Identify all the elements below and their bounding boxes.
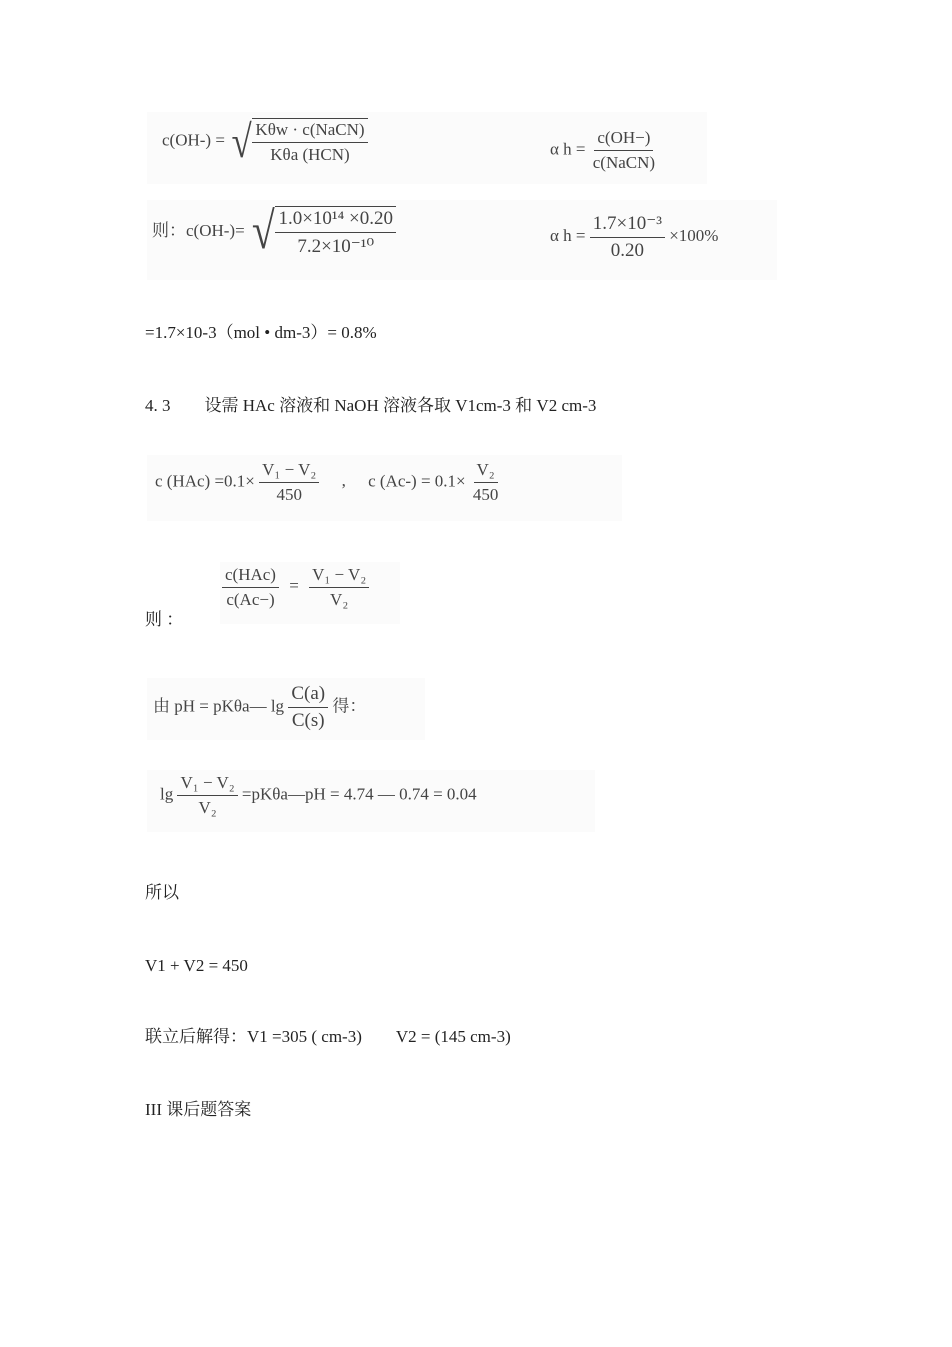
fraction-numerator: c(HAc) bbox=[222, 565, 279, 588]
equation-lhs: lg bbox=[160, 784, 174, 804]
fraction bbox=[590, 212, 665, 262]
fraction-denominator: 0.20 bbox=[610, 240, 644, 261]
equation-concentrations bbox=[155, 460, 501, 505]
fraction bbox=[309, 565, 369, 610]
fraction-denominator: 450 bbox=[472, 485, 499, 504]
fraction bbox=[177, 773, 237, 818]
fraction-numerator: C(a) bbox=[288, 683, 328, 708]
fraction-denominator: c(Ac−) bbox=[226, 590, 275, 609]
fraction-numerator: V₁ − V₂ bbox=[309, 565, 369, 588]
fraction-numerator: 1.0×10¹⁴ ×0.20 bbox=[275, 208, 396, 233]
equation-lhs: α h = bbox=[550, 225, 586, 245]
equation-oh-left bbox=[162, 115, 368, 167]
fraction-denominator: V₂ bbox=[330, 590, 349, 609]
fraction-denominator: Kθa (HCN) bbox=[270, 145, 350, 164]
section-heading-iii: III 课后题答案 bbox=[145, 1100, 252, 1119]
result-line: =1.7×10-3（mol • dm-3）= 0.8% bbox=[145, 323, 377, 342]
fraction-denominator: C(s) bbox=[291, 710, 325, 731]
equation-lhs: 则：c(OH-)= bbox=[152, 220, 245, 240]
sqrt-fraction bbox=[275, 206, 396, 258]
fraction-denominator: c(NaCN) bbox=[592, 153, 656, 172]
fraction-numerator: c(OH−) bbox=[594, 128, 653, 151]
equation-lhs: c (HAc) =0.1× bbox=[155, 471, 255, 491]
equation-lhs: c(OH-) = bbox=[162, 130, 225, 150]
fraction bbox=[222, 565, 279, 610]
sum-equation: V1 + V2 = 450 bbox=[145, 956, 248, 975]
fraction bbox=[259, 460, 319, 505]
equals-sign: = bbox=[289, 576, 299, 596]
equation-alpha-h-numeric bbox=[550, 212, 718, 262]
fraction-denominator: 450 bbox=[276, 485, 302, 504]
fraction-denominator: 7.2×10⁻¹⁰ bbox=[297, 236, 375, 257]
equation-lhs: 由 pH = pKθa— lg bbox=[153, 696, 285, 716]
fraction-numerator: Kθw · c(NaCN) bbox=[252, 120, 367, 143]
ze-label: 则 ： bbox=[145, 610, 184, 629]
equation-alpha-h-def bbox=[550, 128, 658, 173]
equation-tail: 得： bbox=[332, 696, 367, 716]
equation-tail: =pKθa—pH = 4.74 — 0.74 = 0.04 bbox=[241, 784, 477, 804]
equation-ph bbox=[153, 683, 366, 732]
fraction bbox=[288, 683, 328, 732]
equation-lg bbox=[160, 773, 477, 818]
fraction-denominator: V₂ bbox=[198, 798, 217, 817]
equation-lhs: α h = bbox=[550, 139, 586, 159]
equation-separator: , bbox=[341, 471, 346, 491]
fraction-numerator: V₂ bbox=[474, 460, 498, 483]
sqrt-radical: √ $\frac{\text{Kθw · c(NaCN)}}{\text{Kθa (HCN)}}$ bbox=[229, 118, 367, 165]
solution-line: 联立后解得：V1 =305 ( cm-3) V2 = (145 cm-3) bbox=[145, 1027, 511, 1046]
fraction bbox=[590, 128, 658, 173]
fraction-numerator: V₁ − V₂ bbox=[259, 460, 319, 483]
fraction-numerator: 1.7×10⁻³ bbox=[590, 212, 665, 238]
sqrt-radical: √ $\frac{\text{1.0×10¹⁴ ×0.20}}{\text{7.2×10⁻¹⁰}}$ bbox=[249, 206, 396, 258]
equation-ratio bbox=[222, 565, 369, 610]
problem-4-3-statement: 4. 3 设需 HAc 溶液和 NaOH 溶液各取 V1cm-3 和 V2 cm-3 bbox=[145, 396, 597, 415]
fraction-numerator: V₁ − V₂ bbox=[177, 773, 237, 796]
suoyi-label: 所以 bbox=[145, 883, 179, 902]
sqrt-fraction bbox=[252, 118, 367, 165]
fraction bbox=[470, 460, 502, 505]
equation-lhs: c (Ac-) = 0.1× bbox=[368, 471, 466, 491]
equation-tail: ×100% bbox=[669, 225, 719, 245]
equation-oh-numeric bbox=[152, 203, 396, 260]
